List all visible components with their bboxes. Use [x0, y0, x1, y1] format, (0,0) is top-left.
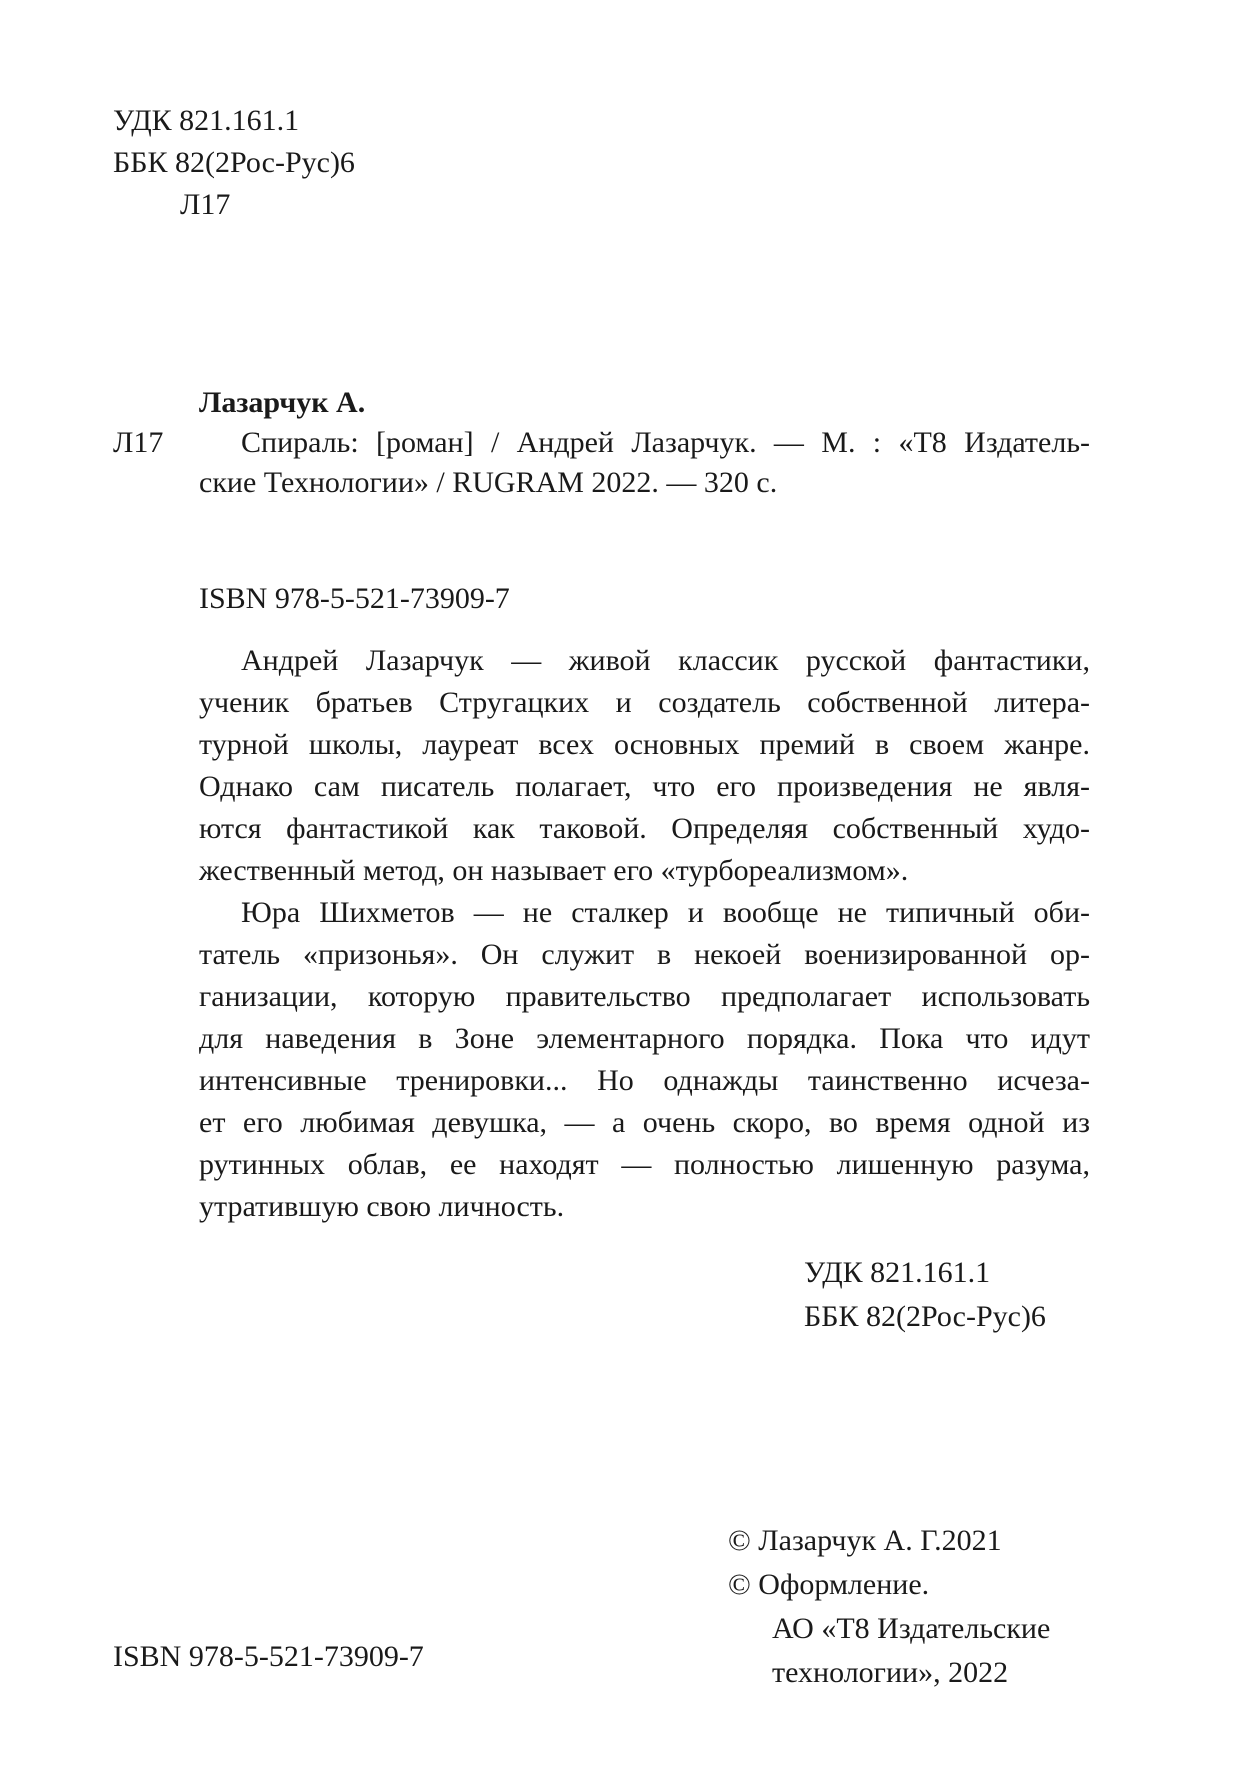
bbk-code-top: ББК 82(2Рос-Рус)6 — [113, 146, 355, 179]
bibliographic-line-1: Спираль: [роман] / Андрей Лазарчук. — М. : «Т8 Издатель- — [241, 426, 1090, 459]
copyright-publisher-year: технологии», 2022 — [772, 1656, 1009, 1689]
annotation-line: татель «призонья». Он служит в некоей военизированной ор- — [199, 938, 1090, 971]
annotation-line: Юра Шихметов — не сталкер и вообще не типичный оби- — [241, 896, 1090, 929]
annotation-line: Однако сам писатель полагает, что его произведения не явля- — [199, 770, 1090, 803]
udk-code-top: УДК 821.161.1 — [113, 104, 300, 137]
copyright-publisher: АО «Т8 Издательские — [772, 1612, 1051, 1645]
annotation-line: турной школы, лауреат всех основных премий в своем жанре. — [199, 728, 1090, 761]
bibliographic-line-2: ские Технологии» / RUGRAM 2022. — 320 с. — [199, 466, 778, 499]
annotation-line: жественный метод, он называет его «турбореализмом». — [199, 854, 909, 887]
udk-code-bottom: УДК 821.161.1 — [804, 1256, 991, 1289]
isbn-bottom: ISBN 978-5-521-73909-7 — [113, 1640, 424, 1673]
bbk-code-bottom: ББК 82(2Рос-Рус)6 — [804, 1300, 1046, 1333]
annotation-line: ет его любимая девушка, — а очень скоро, во время одной из — [199, 1106, 1090, 1139]
annotation-line: утратившую свою личность. — [199, 1190, 565, 1223]
author-mark-top: Л17 — [180, 188, 231, 221]
annotation-line: ганизации, которую правительство предполагает использовать — [199, 980, 1090, 1013]
annotation-line: рутинных облав, ее находят — полностью лишенную разума, — [199, 1148, 1090, 1181]
copyright-design: © Оформление. — [728, 1568, 930, 1601]
annotation-line: ученик братьев Стругацких и создатель собственной литера- — [199, 686, 1090, 719]
author-name: Лазарчук А. — [199, 386, 366, 419]
annotation-paragraph-2 — [199, 892, 1090, 1228]
annotation-paragraph-1 — [199, 640, 1090, 892]
isbn-main: ISBN 978-5-521-73909-7 — [199, 582, 510, 615]
annotation-line: интенсивные тренировки... Но однажды таинственно исчеза- — [199, 1064, 1090, 1097]
annotation-line: ются фантастикой как таковой. Определяя собственный худо- — [199, 812, 1090, 845]
annotation-line: для наведения в Зоне элементарного порядка. Пока что идут — [199, 1022, 1090, 1055]
annotation-line: Андрей Лазарчук — живой классик русской фантастики, — [241, 644, 1090, 677]
author-mark-left: Л17 — [113, 426, 164, 459]
copyright-author: © Лазарчук А. Г.2021 — [728, 1524, 1002, 1557]
